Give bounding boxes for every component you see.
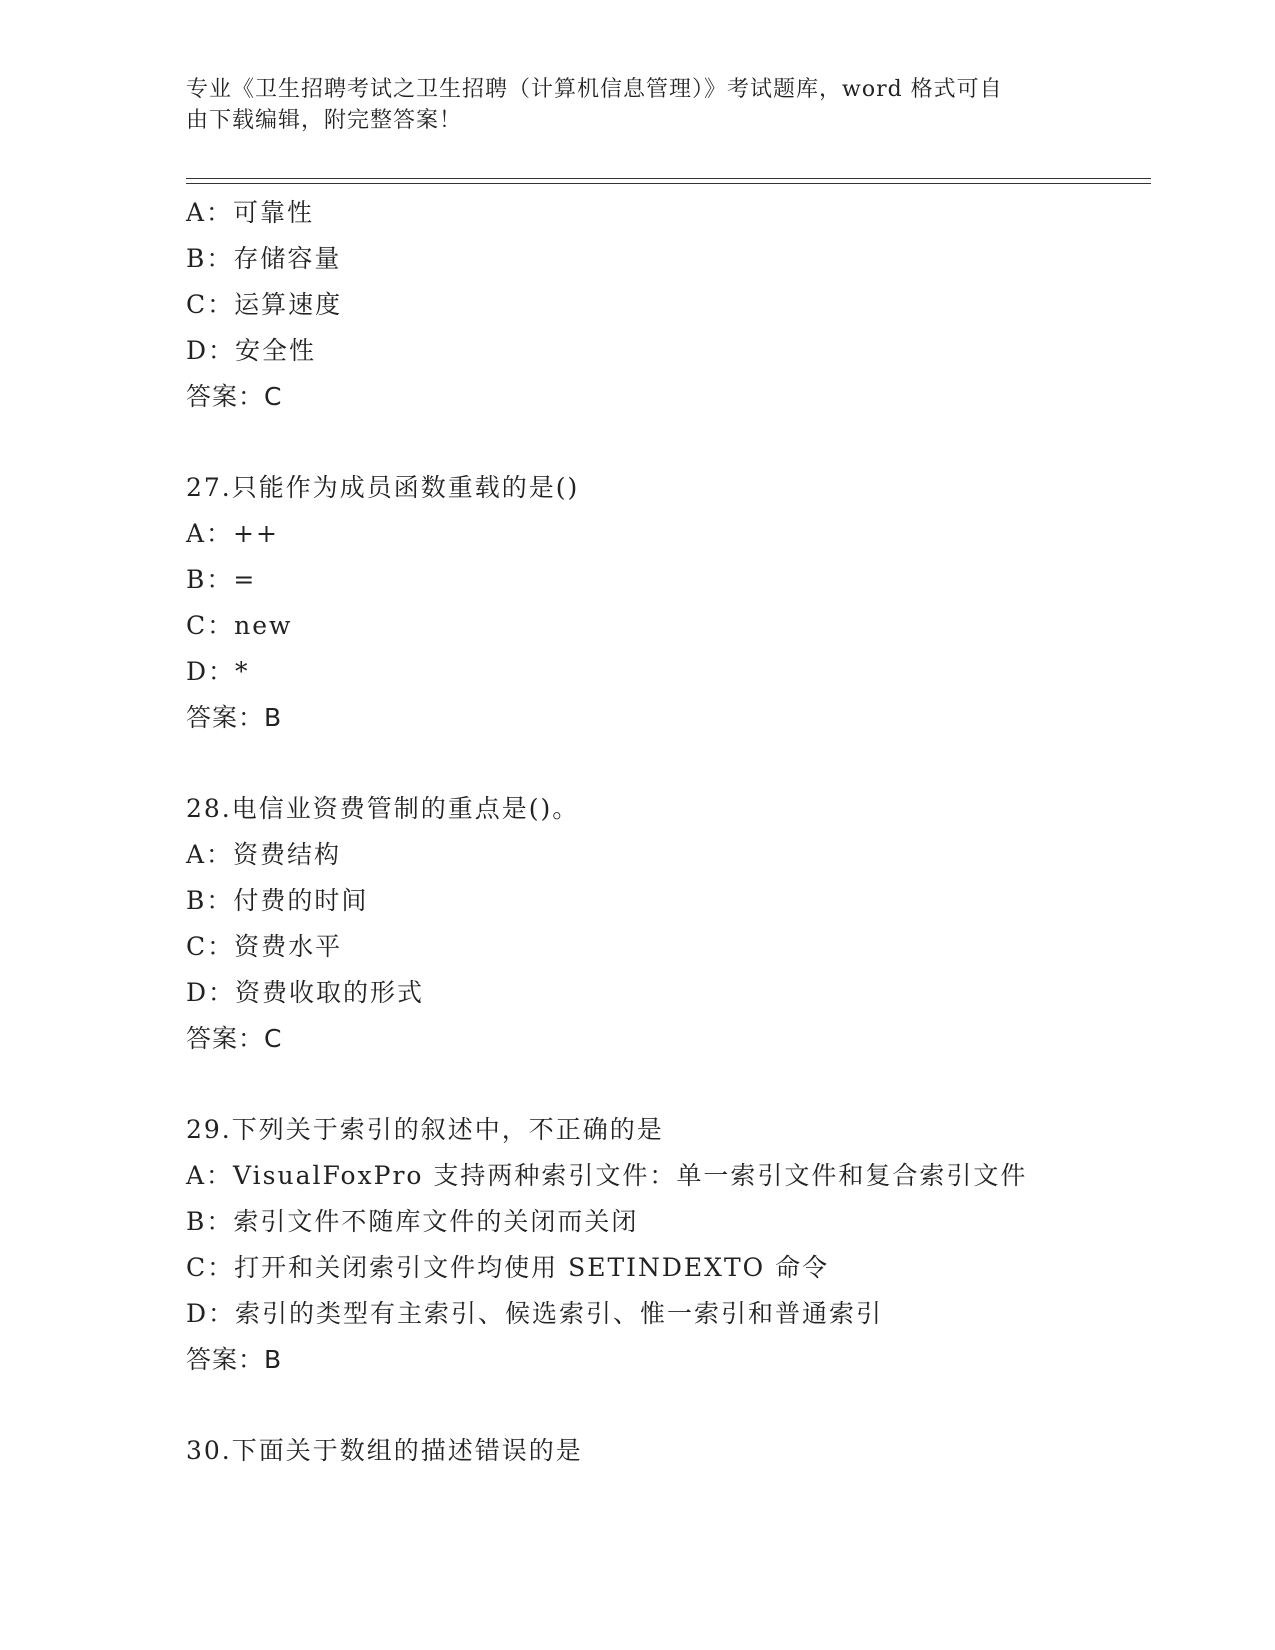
spacer [186,1062,1166,1107]
question-text: 30.下面关于数组的描述错误的是 [186,1436,583,1465]
option-b: B：索引文件不随库文件的关闭而关闭 [186,1207,639,1236]
option-d: D：* [186,657,250,686]
question-26-block [186,190,1166,420]
header-divider-bottom [186,183,1151,184]
question-text: 29.下列关于索引的叙述中，不正确的是 [186,1115,664,1144]
option-c: C：打开和关闭索引文件均使用 SETINDEXTO 命令 [186,1253,830,1282]
option-b: B：存储容量 [186,244,342,273]
question-28-block [186,786,1166,1062]
document-header [186,74,1066,136]
option-d: D：安全性 [186,336,317,365]
answer-line: 答案：B [186,1345,283,1374]
option-c: C：资费水平 [186,932,343,961]
option-d: D：资费收取的形式 [186,978,425,1007]
option-c: C：运算速度 [186,290,343,319]
question-29-block [186,1107,1166,1383]
option-b: B：付费的时间 [186,886,369,915]
question-text: 27.只能作为成员函数重载的是() [186,473,580,502]
header-divider-top [186,178,1151,179]
question-list [186,190,1166,1474]
option-c: C：new [186,611,293,640]
header-line-2: 由下载编辑，附完整答案！ [186,108,463,133]
question-27-block [186,465,1166,741]
option-a: A：可靠性 [186,198,315,227]
option-a: A：资费结构 [186,840,342,869]
answer-line: 答案：B [186,703,283,732]
header-line-1: 专业《卫生招聘考试之卫生招聘（计算机信息管理）》考试题库，word 格式可自 [186,77,1003,102]
spacer [186,420,1166,465]
spacer [186,741,1166,786]
option-b: B：= [186,565,257,594]
spacer [186,1383,1166,1428]
option-d: D：索引的类型有主索引、候选索引、惟一索引和普通索引 [186,1299,884,1328]
answer-line: 答案：C [186,382,283,411]
question-text: 28.电信业资费管制的重点是()。 [186,794,580,823]
question-30-block [186,1428,1166,1474]
answer-line: 答案：C [186,1024,283,1053]
option-a: A：VisualFoxPro 支持两种索引文件：单一索引文件和复合索引文件 [186,1161,1028,1190]
option-a: A：++ [186,519,279,548]
